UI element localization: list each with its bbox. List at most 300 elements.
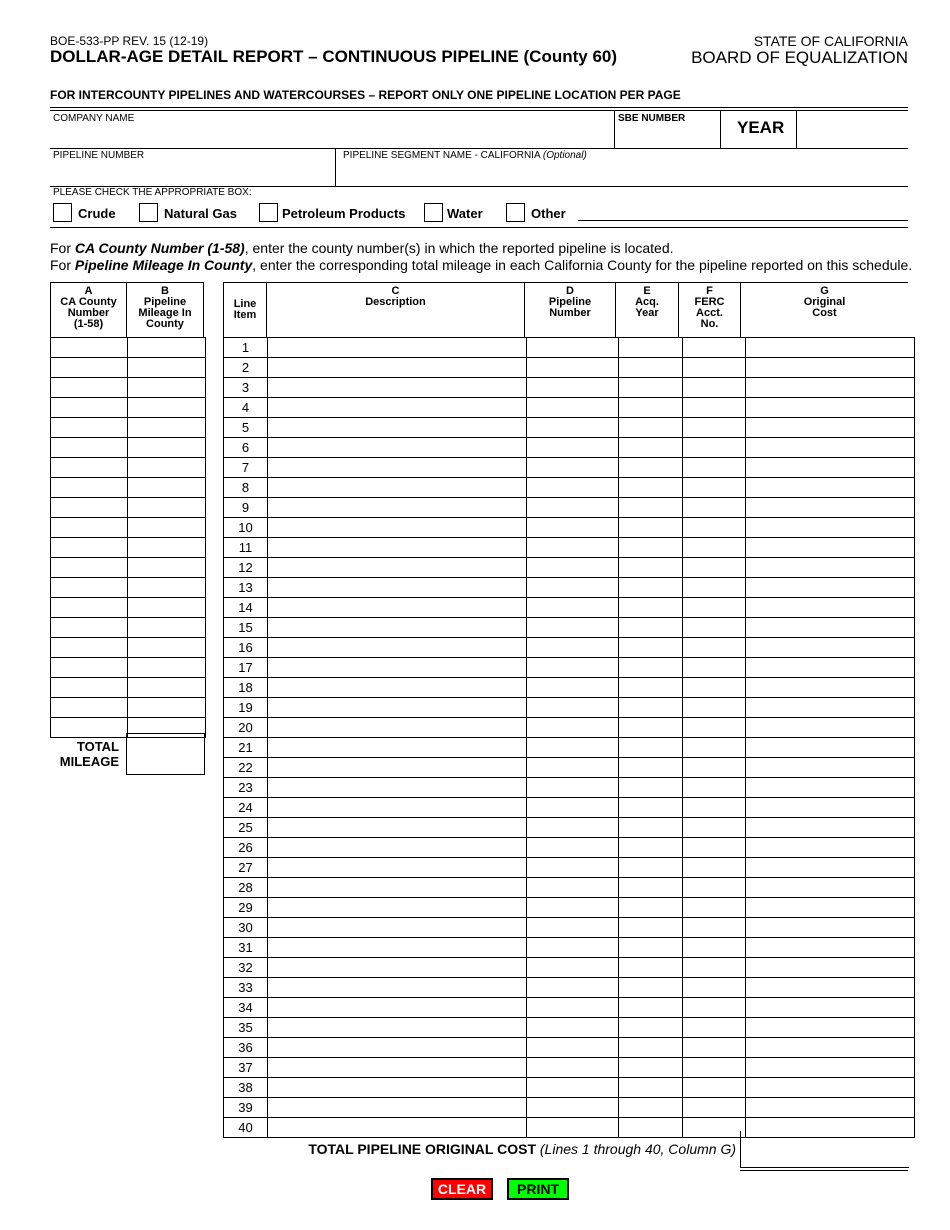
county-mileage-cell[interactable] xyxy=(128,638,206,658)
county-mileage-cell[interactable] xyxy=(128,578,206,598)
county-number-cell[interactable] xyxy=(51,438,128,458)
acq-year-cell[interactable] xyxy=(619,658,683,678)
acq-year-cell[interactable] xyxy=(619,938,683,958)
description-cell[interactable] xyxy=(268,838,527,858)
original-cost-cell[interactable] xyxy=(746,998,915,1018)
county-number-cell[interactable] xyxy=(51,478,128,498)
pipeline-number-cell[interactable] xyxy=(527,478,619,498)
pipeline-number-cell[interactable] xyxy=(527,1078,619,1098)
table-row xyxy=(224,798,915,818)
acq-year-cell[interactable] xyxy=(619,518,683,538)
pipeline-number-cell[interactable] xyxy=(527,698,619,718)
acq-year-cell[interactable] xyxy=(619,698,683,718)
acq-year-cell[interactable] xyxy=(619,1098,683,1118)
county-row xyxy=(51,438,206,458)
pipeline-number-cell[interactable] xyxy=(527,798,619,818)
description-cell[interactable] xyxy=(268,498,527,518)
acq-year-cell[interactable] xyxy=(619,618,683,638)
ferc-acct-cell[interactable] xyxy=(683,598,746,618)
original-cost-cell[interactable] xyxy=(746,398,915,418)
description-cell[interactable] xyxy=(268,1038,527,1058)
original-cost-cell[interactable] xyxy=(746,558,915,578)
table-row xyxy=(224,378,915,398)
acq-year-cell[interactable] xyxy=(619,1038,683,1058)
year-label: YEAR xyxy=(737,118,785,137)
acq-year-cell[interactable] xyxy=(619,1018,683,1038)
pipeline-number-cell[interactable] xyxy=(527,818,619,838)
description-cell[interactable] xyxy=(268,858,527,878)
county-number-cell[interactable] xyxy=(51,398,128,418)
description-cell[interactable] xyxy=(268,478,527,498)
acq-year-cell[interactable] xyxy=(619,578,683,598)
checkbox-other[interactable] xyxy=(506,203,525,222)
ferc-acct-cell[interactable] xyxy=(683,778,746,798)
county-number-cell[interactable] xyxy=(51,658,128,678)
acq-year-cell[interactable] xyxy=(619,478,683,498)
original-cost-cell[interactable] xyxy=(746,678,915,698)
state-label: STATE OF CALIFORNIA xyxy=(753,33,908,49)
company-name-input[interactable] xyxy=(52,124,612,146)
acq-year-cell[interactable] xyxy=(619,418,683,438)
sbe-number-input[interactable] xyxy=(616,124,718,146)
checkbox-natural-gas[interactable] xyxy=(139,203,158,222)
original-cost-cell[interactable] xyxy=(746,898,915,918)
description-cell[interactable] xyxy=(268,898,527,918)
ferc-acct-cell[interactable] xyxy=(683,558,746,578)
pipeline-number-cell[interactable] xyxy=(527,758,619,778)
ferc-acct-cell[interactable] xyxy=(683,478,746,498)
ferc-acct-cell[interactable] xyxy=(683,938,746,958)
description-cell[interactable] xyxy=(268,438,527,458)
ferc-acct-cell[interactable] xyxy=(683,898,746,918)
description-cell[interactable] xyxy=(268,958,527,978)
pipeline-number-cell[interactable] xyxy=(527,658,619,678)
pipeline-number-cell[interactable] xyxy=(527,858,619,878)
original-cost-cell[interactable] xyxy=(746,1098,915,1118)
original-cost-cell[interactable] xyxy=(746,358,915,378)
county-mileage-cell[interactable] xyxy=(128,438,206,458)
original-cost-cell[interactable] xyxy=(746,758,915,778)
county-mileage-cell[interactable] xyxy=(128,658,206,678)
original-cost-cell[interactable] xyxy=(746,838,915,858)
line-item-cell: 34 xyxy=(224,998,268,1018)
pipeline-number-cell[interactable] xyxy=(527,1018,619,1038)
ferc-acct-cell[interactable] xyxy=(683,958,746,978)
table-row xyxy=(224,538,915,558)
description-cell[interactable] xyxy=(268,978,527,998)
original-cost-cell[interactable] xyxy=(746,638,915,658)
acq-year-cell[interactable] xyxy=(619,738,683,758)
description-cell[interactable] xyxy=(268,558,527,578)
county-number-cell[interactable] xyxy=(51,418,128,438)
description-cell[interactable] xyxy=(268,1078,527,1098)
description-cell[interactable] xyxy=(268,738,527,758)
pipeline-number-input[interactable] xyxy=(52,162,332,184)
ferc-acct-cell[interactable] xyxy=(683,498,746,518)
total-original-cost-input[interactable] xyxy=(740,1131,909,1168)
county-number-cell[interactable] xyxy=(51,598,128,618)
acq-year-cell[interactable] xyxy=(619,678,683,698)
original-cost-cell[interactable] xyxy=(746,1018,915,1038)
description-cell[interactable] xyxy=(268,1058,527,1078)
table-row xyxy=(224,838,915,858)
description-cell[interactable] xyxy=(268,618,527,638)
original-cost-cell[interactable] xyxy=(746,618,915,638)
table-row xyxy=(224,738,915,758)
county-number-cell[interactable] xyxy=(51,338,128,358)
original-cost-cell[interactable] xyxy=(746,698,915,718)
total-mileage-label: TOTAL MILEAGE xyxy=(59,739,119,769)
acq-year-cell[interactable] xyxy=(619,1058,683,1078)
ferc-acct-cell[interactable] xyxy=(683,998,746,1018)
other-specify-input[interactable] xyxy=(578,220,908,221)
county-number-cell[interactable] xyxy=(51,498,128,518)
original-cost-cell[interactable] xyxy=(746,1038,915,1058)
original-cost-cell[interactable] xyxy=(746,518,915,538)
original-cost-cell[interactable] xyxy=(746,498,915,518)
county-number-cell[interactable] xyxy=(51,698,128,718)
pipeline-number-cell[interactable] xyxy=(527,378,619,398)
county-mileage-cell[interactable] xyxy=(128,398,206,418)
checkbox-petroleum-products[interactable] xyxy=(259,203,278,222)
county-number-cell[interactable] xyxy=(51,578,128,598)
acq-year-cell[interactable] xyxy=(619,718,683,738)
ferc-acct-cell[interactable] xyxy=(683,798,746,818)
description-cell[interactable] xyxy=(268,918,527,938)
description-cell[interactable] xyxy=(268,658,527,678)
acq-year-cell[interactable] xyxy=(619,898,683,918)
ferc-acct-cell[interactable] xyxy=(683,658,746,678)
ferc-acct-cell[interactable] xyxy=(683,398,746,418)
county-row xyxy=(51,458,206,478)
original-cost-cell[interactable] xyxy=(746,958,915,978)
line-item-cell: 8 xyxy=(224,478,268,498)
acq-year-cell[interactable] xyxy=(619,378,683,398)
table-row xyxy=(224,518,915,538)
acq-year-cell[interactable] xyxy=(619,538,683,558)
county-mileage-cell[interactable] xyxy=(128,418,206,438)
county-row xyxy=(51,498,206,518)
acq-year-cell[interactable] xyxy=(619,638,683,658)
ferc-acct-cell[interactable] xyxy=(683,418,746,438)
acq-year-cell[interactable] xyxy=(619,1118,683,1138)
original-cost-cell[interactable] xyxy=(746,1078,915,1098)
acq-year-cell[interactable] xyxy=(619,838,683,858)
description-cell[interactable] xyxy=(268,678,527,698)
pipeline-number-cell[interactable] xyxy=(527,738,619,758)
county-mileage-cell[interactable] xyxy=(128,538,206,558)
original-cost-cell[interactable] xyxy=(746,338,915,358)
ferc-acct-cell[interactable] xyxy=(683,338,746,358)
pipeline-number-cell[interactable] xyxy=(527,638,619,658)
pipeline-number-cell[interactable] xyxy=(527,918,619,938)
pipeline-number-cell[interactable] xyxy=(527,938,619,958)
line-item-header: Line Item xyxy=(233,298,257,321)
acq-year-cell[interactable] xyxy=(619,598,683,618)
county-number-cell[interactable] xyxy=(51,458,128,478)
original-cost-cell[interactable] xyxy=(746,378,915,398)
county-mileage-cell[interactable] xyxy=(128,598,206,618)
county-mileage-cell[interactable] xyxy=(128,678,206,698)
pipeline-number-cell[interactable] xyxy=(527,718,619,738)
ferc-acct-cell[interactable] xyxy=(683,438,746,458)
original-cost-cell[interactable] xyxy=(746,418,915,438)
pipeline-number-cell[interactable] xyxy=(527,1118,619,1138)
acq-year-cell[interactable] xyxy=(619,338,683,358)
pipeline-number-cell[interactable] xyxy=(527,598,619,618)
county-number-cell[interactable] xyxy=(51,678,128,698)
table-row xyxy=(224,938,915,958)
check-box-prompt: PLEASE CHECK THE APPROPRIATE BOX: xyxy=(53,187,252,198)
ferc-acct-cell[interactable] xyxy=(683,678,746,698)
ferc-acct-cell[interactable] xyxy=(683,858,746,878)
ferc-acct-cell[interactable] xyxy=(683,838,746,858)
description-cell[interactable] xyxy=(268,458,527,478)
pipeline-number-cell[interactable] xyxy=(527,778,619,798)
original-cost-cell[interactable] xyxy=(746,938,915,958)
acq-year-cell[interactable] xyxy=(619,858,683,878)
county-number-cell[interactable] xyxy=(51,518,128,538)
pipeline-number-cell[interactable] xyxy=(527,618,619,638)
line-item-cell: 32 xyxy=(224,958,268,978)
pipeline-number-cell[interactable] xyxy=(527,1058,619,1078)
original-cost-cell[interactable] xyxy=(746,598,915,618)
original-cost-cell[interactable] xyxy=(746,738,915,758)
county-number-cell[interactable] xyxy=(51,538,128,558)
ferc-acct-cell[interactable] xyxy=(683,878,746,898)
county-mileage-cell[interactable] xyxy=(128,378,206,398)
original-cost-cell[interactable] xyxy=(746,438,915,458)
description-cell[interactable] xyxy=(268,1018,527,1038)
county-row xyxy=(51,598,206,618)
original-cost-cell[interactable] xyxy=(746,918,915,938)
ferc-acct-cell[interactable] xyxy=(683,978,746,998)
original-cost-cell[interactable] xyxy=(746,478,915,498)
pipeline-number-cell[interactable] xyxy=(527,358,619,378)
ferc-acct-cell[interactable] xyxy=(683,1018,746,1038)
divider xyxy=(335,148,336,186)
county-number-cell[interactable] xyxy=(51,618,128,638)
acq-year-cell[interactable] xyxy=(619,778,683,798)
acq-year-cell[interactable] xyxy=(619,498,683,518)
divider xyxy=(50,110,908,111)
divider xyxy=(50,148,908,149)
ferc-acct-cell[interactable] xyxy=(683,538,746,558)
line-item-cell: 35 xyxy=(224,1018,268,1038)
pipeline-number-cell[interactable] xyxy=(527,1038,619,1058)
original-cost-cell[interactable] xyxy=(746,878,915,898)
acq-year-cell[interactable] xyxy=(619,918,683,938)
line-item-cell: 13 xyxy=(224,578,268,598)
pipeline-number-cell[interactable] xyxy=(527,678,619,698)
description-cell[interactable] xyxy=(268,778,527,798)
original-cost-cell[interactable] xyxy=(746,778,915,798)
original-cost-cell[interactable] xyxy=(746,818,915,838)
ferc-acct-cell[interactable] xyxy=(683,818,746,838)
ferc-acct-cell[interactable] xyxy=(683,1078,746,1098)
acq-year-cell[interactable] xyxy=(619,558,683,578)
pipeline-number-cell[interactable] xyxy=(527,498,619,518)
county-row xyxy=(51,678,206,698)
description-cell[interactable] xyxy=(268,398,527,418)
original-cost-cell[interactable] xyxy=(746,978,915,998)
line-item-cell: 22 xyxy=(224,758,268,778)
pipeline-number-cell[interactable] xyxy=(527,398,619,418)
ferc-acct-cell[interactable] xyxy=(683,698,746,718)
county-mileage-cell[interactable] xyxy=(128,358,206,378)
original-cost-cell[interactable] xyxy=(746,658,915,678)
ferc-acct-cell[interactable] xyxy=(683,378,746,398)
acq-year-cell[interactable] xyxy=(619,798,683,818)
clear-button[interactable]: CLEAR xyxy=(431,1178,493,1200)
line-item-cell: 21 xyxy=(224,738,268,758)
pipeline-number-cell[interactable] xyxy=(527,458,619,478)
pipeline-number-cell[interactable] xyxy=(527,1098,619,1118)
ferc-acct-cell[interactable] xyxy=(683,458,746,478)
line-item-cell: 18 xyxy=(224,678,268,698)
county-number-cell[interactable] xyxy=(51,718,128,738)
description-cell[interactable] xyxy=(268,798,527,818)
segment-name-input[interactable] xyxy=(338,162,906,184)
county-number-cell[interactable] xyxy=(51,378,128,398)
line-item-cell: 31 xyxy=(224,938,268,958)
original-cost-cell[interactable] xyxy=(746,1058,915,1078)
ferc-acct-cell[interactable] xyxy=(683,1038,746,1058)
county-mileage-cell[interactable] xyxy=(128,618,206,638)
ferc-acct-cell[interactable] xyxy=(683,1098,746,1118)
pipeline-number-cell[interactable] xyxy=(527,898,619,918)
acq-year-cell[interactable] xyxy=(619,758,683,778)
ferc-acct-cell[interactable] xyxy=(683,578,746,598)
description-cell[interactable] xyxy=(268,578,527,598)
pipeline-number-cell[interactable] xyxy=(527,338,619,358)
line-item-cell: 24 xyxy=(224,798,268,818)
original-cost-cell[interactable] xyxy=(746,538,915,558)
county-mileage-cell[interactable] xyxy=(128,698,206,718)
sbe-number-label: SBE NUMBER xyxy=(618,113,686,124)
acq-year-cell[interactable] xyxy=(619,818,683,838)
description-cell[interactable] xyxy=(268,998,527,1018)
total-mileage-input[interactable] xyxy=(126,733,205,775)
pipeline-number-cell[interactable] xyxy=(527,438,619,458)
table-row xyxy=(224,858,915,878)
county-number-cell[interactable] xyxy=(51,558,128,578)
county-mileage-cell[interactable] xyxy=(128,338,206,358)
county-mileage-cell[interactable] xyxy=(128,558,206,578)
line-item-cell: 38 xyxy=(224,1078,268,1098)
table-row xyxy=(224,638,915,658)
description-cell[interactable] xyxy=(268,938,527,958)
line-item-cell: 33 xyxy=(224,978,268,998)
description-cell[interactable] xyxy=(268,698,527,718)
ferc-acct-cell[interactable] xyxy=(683,1118,746,1138)
year-input[interactable] xyxy=(798,112,906,146)
checkbox-crude[interactable] xyxy=(53,203,72,222)
checkbox-water[interactable] xyxy=(424,203,443,222)
ferc-acct-cell[interactable] xyxy=(683,638,746,658)
acq-year-cell[interactable] xyxy=(619,958,683,978)
table-row xyxy=(224,558,915,578)
ferc-acct-cell[interactable] xyxy=(683,618,746,638)
divider xyxy=(50,282,204,283)
original-cost-cell[interactable] xyxy=(746,458,915,478)
description-cell[interactable] xyxy=(268,518,527,538)
description-cell[interactable] xyxy=(268,338,527,358)
acq-year-cell[interactable] xyxy=(619,438,683,458)
pipeline-number-cell[interactable] xyxy=(527,418,619,438)
ferc-acct-cell[interactable] xyxy=(683,518,746,538)
pipeline-number-cell[interactable] xyxy=(527,998,619,1018)
acq-year-cell[interactable] xyxy=(619,978,683,998)
county-number-cell[interactable] xyxy=(51,358,128,378)
county-mileage-cell[interactable] xyxy=(128,498,206,518)
pipeline-number-cell[interactable] xyxy=(527,878,619,898)
acq-year-cell[interactable] xyxy=(619,398,683,418)
original-cost-cell[interactable] xyxy=(746,858,915,878)
col-f-header: F FERC Acct. No. xyxy=(694,285,725,330)
ferc-acct-cell[interactable] xyxy=(683,738,746,758)
description-cell[interactable] xyxy=(268,1098,527,1118)
pipeline-number-cell[interactable] xyxy=(527,578,619,598)
ferc-acct-cell[interactable] xyxy=(683,918,746,938)
county-number-cell[interactable] xyxy=(51,638,128,658)
pipeline-number-cell[interactable] xyxy=(527,518,619,538)
description-cell[interactable] xyxy=(268,418,527,438)
county-mileage-cell[interactable] xyxy=(128,518,206,538)
pipeline-number-cell[interactable] xyxy=(527,978,619,998)
line-item-cell: 3 xyxy=(224,378,268,398)
description-cell[interactable] xyxy=(268,598,527,618)
description-cell[interactable] xyxy=(268,538,527,558)
acq-year-cell[interactable] xyxy=(619,458,683,478)
acq-year-cell[interactable] xyxy=(619,878,683,898)
description-cell[interactable] xyxy=(268,378,527,398)
ferc-acct-cell[interactable] xyxy=(683,1058,746,1078)
checkbox-water-label: Water xyxy=(447,206,483,221)
divider xyxy=(50,227,908,228)
description-cell[interactable] xyxy=(268,818,527,838)
description-cell[interactable] xyxy=(268,758,527,778)
pipeline-number-cell[interactable] xyxy=(527,958,619,978)
description-cell[interactable] xyxy=(268,358,527,378)
print-button[interactable]: PRINT xyxy=(507,1178,569,1200)
table-row xyxy=(224,458,915,478)
pipeline-number-cell[interactable] xyxy=(527,838,619,858)
county-mileage-cell[interactable] xyxy=(128,458,206,478)
ferc-acct-cell[interactable] xyxy=(683,718,746,738)
original-cost-cell[interactable] xyxy=(746,718,915,738)
county-mileage-cell[interactable] xyxy=(128,478,206,498)
acq-year-cell[interactable] xyxy=(619,358,683,378)
description-cell[interactable] xyxy=(268,878,527,898)
description-cell[interactable] xyxy=(268,1118,527,1138)
line-item-cell: 4 xyxy=(224,398,268,418)
table-row xyxy=(224,758,915,778)
ferc-acct-cell[interactable] xyxy=(683,758,746,778)
line-item-cell: 23 xyxy=(224,778,268,798)
ferc-acct-cell[interactable] xyxy=(683,358,746,378)
description-cell[interactable] xyxy=(268,718,527,738)
acq-year-cell[interactable] xyxy=(619,1078,683,1098)
original-cost-cell[interactable] xyxy=(746,798,915,818)
pipeline-number-cell[interactable] xyxy=(527,558,619,578)
acq-year-cell[interactable] xyxy=(619,998,683,1018)
description-cell[interactable] xyxy=(268,638,527,658)
pipeline-number-cell[interactable] xyxy=(527,538,619,558)
table-row xyxy=(224,1078,915,1098)
original-cost-cell[interactable] xyxy=(746,578,915,598)
table-row xyxy=(224,418,915,438)
